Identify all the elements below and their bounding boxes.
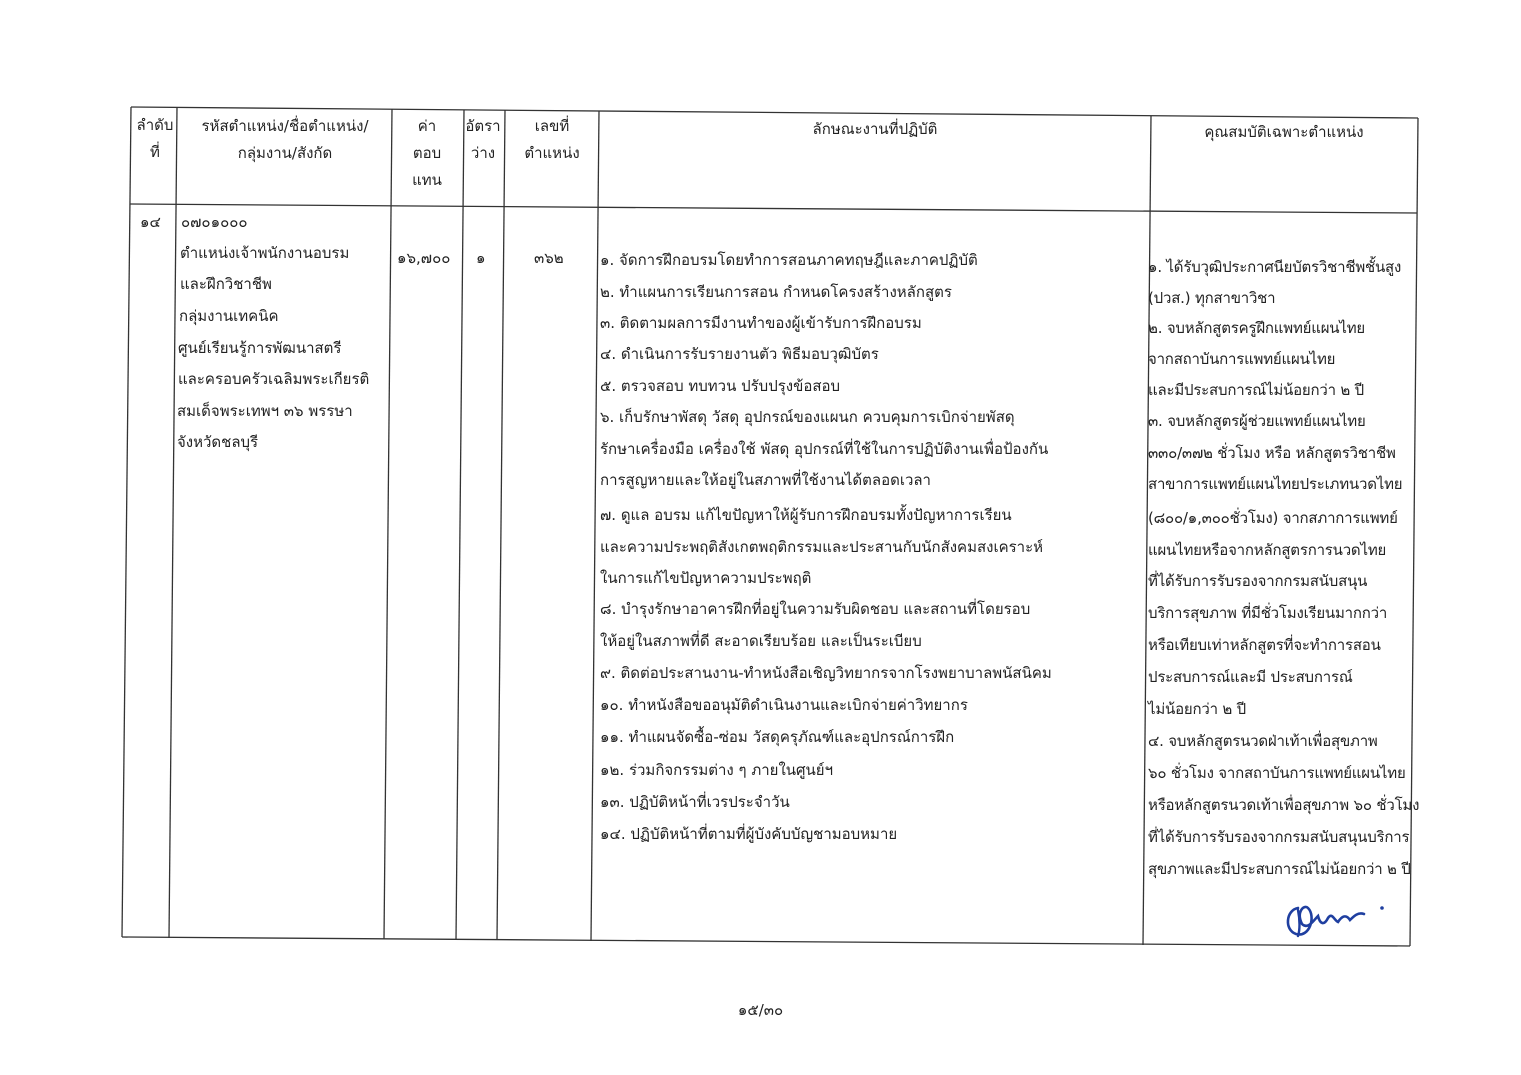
header-vacancies-line-1: อัตรา — [465, 117, 501, 135]
vacancies-value: ๑ — [476, 249, 486, 267]
qualification-line: ๑. ได้รับวุฒิประกาศนียบัตรวิชาชีพชั้นสูง — [1148, 258, 1402, 276]
handwritten-signature — [1280, 890, 1400, 950]
qualification-line: ๖๐ ชั่วโมง จากสถาบันการแพทย์แผนไทย — [1148, 764, 1406, 782]
header-position-line-1: รหัสตำแหน่ง/ชื่อตำแหน่ง/ — [201, 117, 369, 135]
compensation-value: ๑๖,๗๐๐ — [397, 249, 451, 267]
qualification-line: ๓๓๐/๓๗๒ ชั่วโมง หรือ หลักสูตรวิชาชีพ — [1148, 444, 1396, 462]
duty-line: ๑๐. ทำหนังสือขออนุมัติดำเนินงานและเบิกจ่ายค่าวิทยากร — [600, 696, 968, 714]
duty-line: ๖. เก็บรักษาพัสดุ วัสดุ อุปกรณ์ของแผนก ควบคุมการเบิกจ่ายพัสดุ — [600, 408, 1015, 426]
header-compensation-line-2: ตอบ — [412, 144, 442, 162]
duty-line: ๒. ทำแผนการเรียนการสอน กำหนดโครงสร้างหลักสูตร — [600, 283, 952, 301]
qualification-line: ๓. จบหลักสูตรผู้ช่วยแพทย์แผนไทย — [1148, 412, 1366, 430]
duty-line: ๓. ติดตามผลการมีงานทำของผู้เข้ารับการฝึกอบรม — [600, 314, 922, 332]
header-order — [133, 112, 177, 166]
qualification-line: สุขภาพและมีประสบการณ์ไม่น้อยกว่า ๒ ปี — [1148, 860, 1411, 878]
duty-line: ๗. ดูแล อบรม แก้ไขปัญหาให้ผู้รับการฝึกอบรมทั้งปัญหาการเรียน — [600, 506, 1012, 524]
position-line: และครอบครัวเฉลิมพระเกียรติ — [178, 370, 370, 388]
header-vacancies — [462, 113, 504, 167]
header-compensation-line-1: ค่า — [417, 117, 437, 135]
duty-line: และความประพฤติสังเกตพฤติกรรมและประสานกับนักสังคมสงเคราะห์ — [600, 538, 1044, 556]
duty-line: ในการแก้ไขปัญหาความประพฤติ — [600, 569, 812, 587]
header-position-number — [505, 113, 599, 167]
duty-line: รักษาเครื่องมือ เครื่องใช้ พัสดุ อุปกรณ์ที่ใช้ในการปฏิบัติงานเพื่อป้องกัน — [600, 440, 1049, 458]
qualification-line: และมีประสบการณ์ไม่น้อยกว่า ๒ ปี — [1148, 381, 1364, 399]
qualification-line: ๒. จบหลักสูตรครูฝึกแพทย์แผนไทย — [1148, 319, 1365, 337]
duty-line: ๑๒. ร่วมกิจกรรมต่าง ๆ ภายในศูนย์ฯ — [600, 761, 834, 779]
position-line: สมเด็จพระเทพฯ ๓๖ พรรษา — [177, 402, 353, 420]
qualification-line: (๘๐๐/๑,๓๐๐ชั่วโมง) จากสภาการแพทย์ — [1148, 509, 1398, 527]
position-line: ศูนย์เรียนรู้การพัฒนาสตรี — [178, 339, 342, 357]
duty-line: ๑. จัดการฝึกอบรมโดยทำการสอนภาคทฤษฎีและภาคปฏิบัติ — [600, 251, 978, 269]
row-order: ๑๔ — [140, 213, 161, 231]
header-order-line-1: ลำดับ — [136, 116, 174, 134]
qualification-line: ประสบการณ์และมี ประสบการณ์ — [1148, 668, 1353, 686]
qualification-line: ที่ได้รับการรับรองจากกรมสนับสนุนบริการ — [1148, 828, 1410, 846]
qualification-line: ๔. จบหลักสูตรนวดฝ่าเท้าเพื่อสุขภาพ — [1148, 732, 1378, 750]
duty-line: การสูญหายและให้อยู่ในสภาพที่ใช้งานได้ตลอดเวลา — [600, 471, 931, 489]
qualification-line: หรือหลักสูตรนวดเท้าเพื่อสุขภาพ ๖๐ ชั่วโมง — [1148, 796, 1420, 814]
qualification-line: จากสถาบันการแพทย์แผนไทย — [1148, 350, 1336, 368]
position-number-value: ๓๖๒ — [534, 249, 564, 267]
qualification-line: สาขาการแพทย์แผนไทยประเภทนวดไทย — [1148, 475, 1403, 493]
qualification-line: หรือเทียบเท่าหลักสูตรที่จะทำการสอน — [1148, 636, 1381, 654]
qualification-line: บริการสุขภาพ ที่มีชั่วโมงเรียนมากกว่า — [1148, 604, 1388, 622]
header-position-number-line-1: เลขที่ — [534, 117, 570, 135]
duty-line: ให้อยู่ในสภาพที่ดี สะอาดเรียบร้อย และเป็นระเบียบ — [600, 632, 922, 650]
duty-line: ๕. ตรวจสอบ ทบทวน ปรับปรุงข้อสอบ — [600, 377, 841, 395]
header-compensation — [392, 113, 462, 194]
header-position — [180, 113, 390, 167]
qualification-line: แผนไทยหรือจากหลักสูตรการนวดไทย — [1148, 541, 1387, 559]
duty-line: ๑๓. ปฏิบัติหน้าที่เวรประจำวัน — [600, 793, 790, 811]
qualification-line: ที่ได้รับการรับรองจากกรมสนับสนุน — [1148, 572, 1368, 590]
header-vacancies-line-2: ว่าง — [470, 144, 496, 162]
header-qualifications: คุณสมบัติเฉพาะตำแหน่ง — [1204, 123, 1364, 141]
duty-line: ๘. บำรุงรักษาอาคารฝึกที่อยู่ในความรับผิดชอบ และสถานที่โดยรอบ — [600, 600, 1031, 618]
duty-line: ๙. ติดต่อประสานงาน-ทำหนังสือเชิญวิทยากรจากโรงพยาบาลพนัสนิคม — [600, 664, 1052, 682]
duty-line: ๑๔. ปฏิบัติหน้าที่ตามที่ผู้บังคับบัญชามอบหมาย — [600, 825, 898, 843]
header-duties: ลักษณะงานที่ปฏิบัติ — [812, 120, 938, 138]
qualification-line: (ปวส.) ทุกสาขาวิชา — [1148, 289, 1276, 307]
header-compensation-line-3: แทน — [412, 171, 442, 189]
qualification-line: ไม่น้อยกว่า ๒ ปี — [1148, 700, 1246, 718]
header-position-number-line-2: ตำแหน่ง — [524, 144, 580, 162]
page-number: ๑๕/๓๐ — [737, 1001, 784, 1019]
header-position-line-2: กลุ่มงาน/สังกัด — [237, 144, 333, 162]
duty-line: ๔. ดำเนินการรับรายงานตัว พิธีมอบวุฒิบัตร — [600, 345, 879, 363]
position-line: และฝึกวิชาชีพ — [180, 275, 272, 293]
position-line: ตำแหน่งเจ้าพนักงานอบรม — [180, 244, 350, 262]
position-line: กลุ่มงานเทคนิค — [179, 307, 279, 325]
position-code: ๐๗๐๑๐๐๐ — [181, 213, 248, 231]
position-line: จังหวัดชลบุรี — [177, 433, 259, 451]
duty-line: ๑๑. ทำแผนจัดซื้อ-ซ่อม วัสดุครุภัณฑ์และอุปกรณ์การฝึก — [600, 728, 955, 746]
header-order-line-2: ที่ — [150, 143, 160, 161]
